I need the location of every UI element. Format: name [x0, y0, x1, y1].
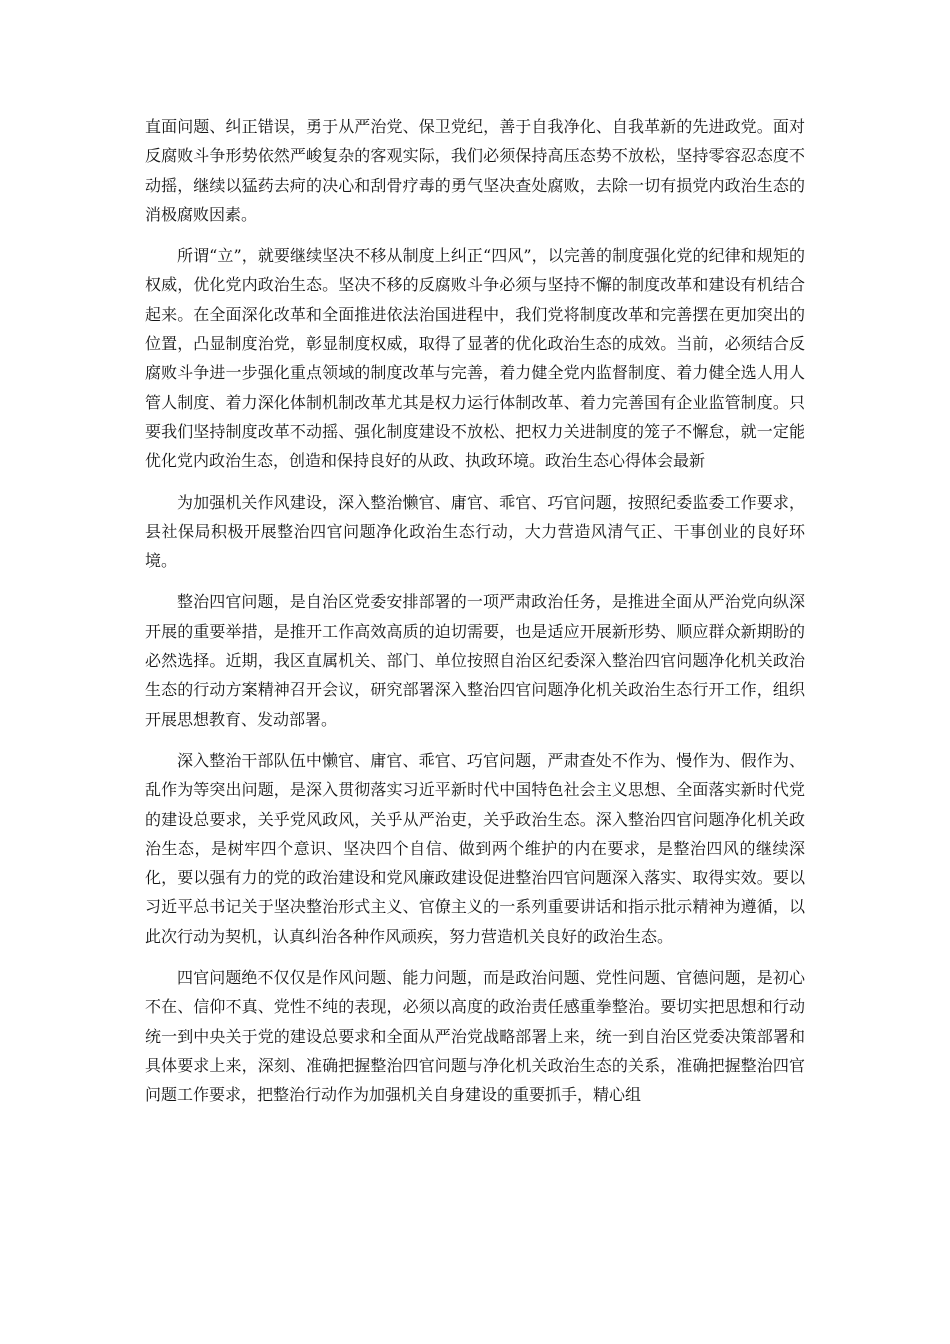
paragraph: 整治四官问题，是自治区党委安排部署的一项严肃政治任务，是推进全面从严治党向纵深开展的重要举措，是推开工作高效高质的迫切需要，也是适应开展新形势、顺应群众新期盼的必然选择。近期，我区直属机关、部门、单位按照自治区纪委深入整治四官问题净化机关政治生态的行动方案精神召开会议，研究部署深入整治四官问题净化机关政治生态行开工作，组织开展思想教育、发动部署。: [145, 592, 805, 729]
paragraph: 为加强机关作风建设，深入整治懒官、庸官、乖官、巧官问题，按照纪委监委工作要求，县社保局积极开展整治四官问题净化政治生态行动，大力营造风清气正、干事创业的良好环境。: [145, 492, 805, 571]
document-body: [145, 112, 805, 1122]
paragraph: 四官问题绝不仅仅是作风问题、能力问题，而是政治问题、党性问题、官德问题，是初心不在、信仰不真、党性不纯的表现，必须以高度的政治责任感重拳整治。要切实把思想和行动统一到中央关于党的建设总要求和全面从严治党战略部署上来，统一到自治区党委决策部署和具体要求上来，深刻、准确把握整治四官问题与净化机关政治生态的关系，准确把握整治四官问题工作要求，把整治行动作为加强机关自身建设的重要抓手，精心组: [145, 968, 805, 1105]
paragraph: 所谓“立”，就要继续坚决不移从制度上纠正“四风”，以完善的制度强化党的纪律和规矩的权威，优化党内政治生态。坚决不移的反腐败斗争必须与坚持不懈的制度改革和建设有机结合起来。在全面深化改革和全面推进依法治国进程中，我们党将制度改革和完善摆在更加突出的位置，凸显制度治党，彰显制度权威，取得了显著的优化政治生态的成效。当前，必须结合反腐败斗争进一步强化重点领域的制度改革与完善，着力健全党内监督制度、着力健全选人用人管人制度、着力深化体制机制改革尤其是权力运行体制改革、着力完善国有企业监管制度。只要我们坚持制度改革不动摇、强化制度建设不放松、把权力关进制度的笼子不懈怠，就一定能优化党内政治生态，创造和保持良好的从政、执政环境。政治生态心得体会最新: [145, 246, 805, 471]
paragraph: 直面问题、纠正错误，勇于从严治党、保卫党纪，善于自我净化、自我革新的先进政党。面对反腐败斗争形势依然严峻复杂的客观实际，我们必须保持高压态势不放松，坚持零容忍态度不动摇，继续以猛药去疴的决心和刮骨疗毒的勇气坚决查处腐败，去除一切有损党内政治生态的消极腐败因素。: [145, 117, 805, 224]
paragraph: 深入整治干部队伍中懒官、庸官、乖官、巧官问题，严肃查处不作为、慢作为、假作为、乱作为等突出问题，是深入贯彻落实习近平新时代中国特色社会主义思想、全面落实新时代党的建设总要求，关乎党风政风，关乎从严治吏，关乎政治生态。深入整治四官问题净化机关政治生态，是树牢四个意识、坚决四个自信、做到两个维护的内在要求，是整治四风的继续深化，要以强有力的党的政治建设和党风廉政建设促进整治四官问题深入落实、取得实效。要以习近平总书记关于坚决整治形式主义、官僚主义的一系列重要讲话和指示批示精神为遵循，以此次行动为契机，认真纠治各种作风顽疾，努力营造机关良好的政治生态。: [145, 750, 805, 946]
